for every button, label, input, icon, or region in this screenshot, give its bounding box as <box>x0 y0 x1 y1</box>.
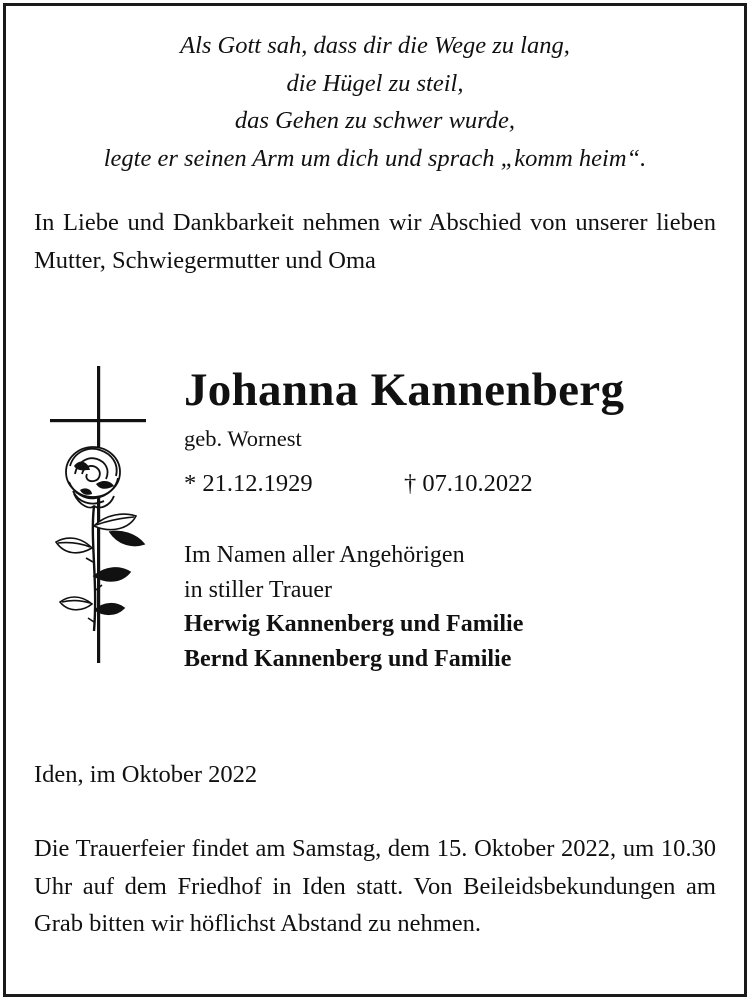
mourners-line: Im Namen aller Angehörigen <box>184 542 465 568</box>
family-name: Herwig Kannenberg und Familie <box>184 611 524 637</box>
poem-line: legte er seinen Arm um dich und sprach „komm heim“. <box>103 144 647 172</box>
intro-text: In Liebe und Dankbarkeit nehmen wir Abschied von unserer lieben Mutter, Schwiegermutter und Oma <box>34 209 716 274</box>
cross-with-rose-icon <box>44 366 154 666</box>
date-of-birth: * 21.12.1929 <box>184 470 313 497</box>
mourners-block <box>184 538 523 676</box>
deceased-name: Johanna Kannenberg <box>184 364 625 416</box>
date-of-death: † 07.10.2022 <box>404 470 533 497</box>
poem-line: das Gehen zu schwer wurde, <box>234 107 516 134</box>
funeral-notice: Die Trauerfeier findet am Samstag, dem 15. Oktober 2022, um 10.30 Uhr auf dem Friedhof in Iden statt. Von Beileidsbekundungen am Grab bitten wir höflichst Abstand zu nehmen. <box>34 835 716 937</box>
poem-line: die Hügel zu steil, <box>286 69 464 97</box>
mourners-line: in stiller Trauer <box>184 576 332 603</box>
place-date: Iden, im Oktober 2022 <box>34 761 258 788</box>
poem-line: Als Gott sah, dass dir die Wege zu lang, <box>180 32 570 59</box>
birth-name: geb. Wornest <box>184 426 302 451</box>
family-name: Bernd Kannenberg und Familie <box>184 645 512 672</box>
poem <box>0 27 750 177</box>
